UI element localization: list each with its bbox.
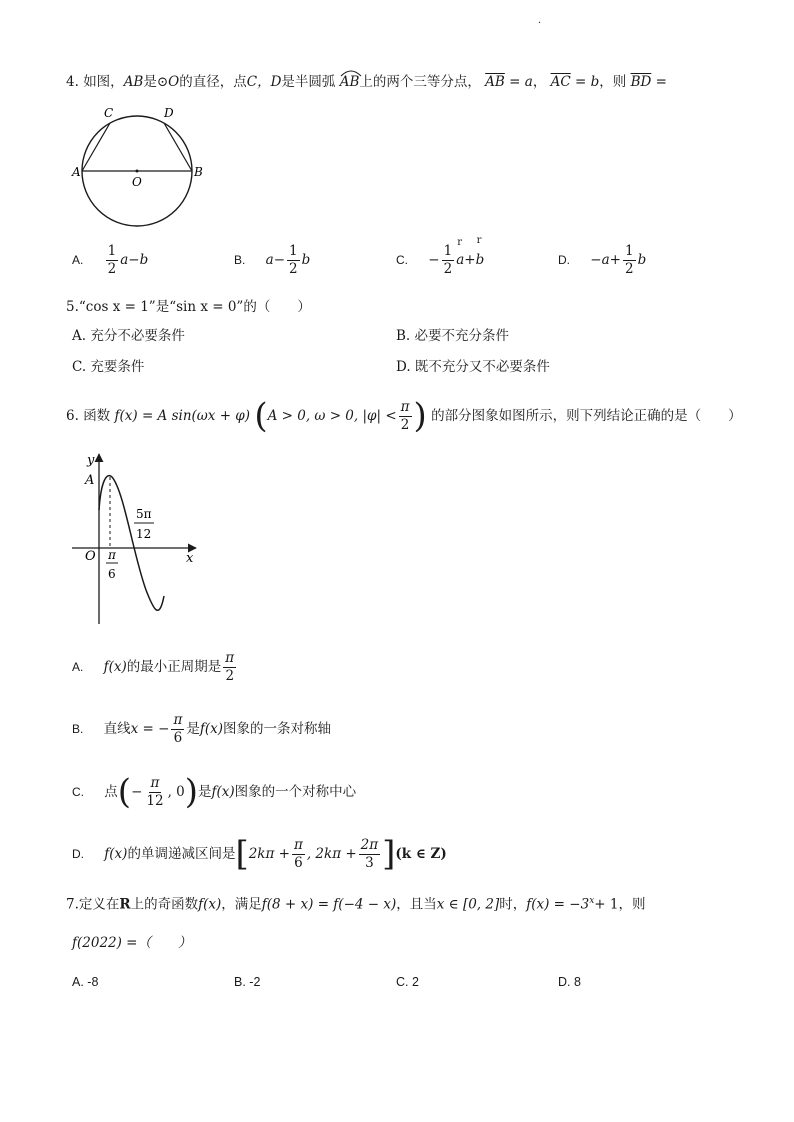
q7-text: ，满足 (221, 896, 262, 913)
label-d: D (164, 106, 174, 120)
q4-option-b[interactable] (234, 244, 310, 277)
minus: − (273, 251, 286, 268)
den: 6 (294, 854, 303, 871)
circle-symbol: ⊙ (156, 74, 169, 90)
interval-right: , 2kπ + (306, 845, 357, 862)
q7-option-d[interactable]: D. 8 (558, 975, 581, 989)
paren-close: ) (413, 395, 427, 436)
q7-ask: f(2022) =（ ） (72, 935, 192, 951)
q6-option-a[interactable] (72, 651, 238, 684)
q7-option-c[interactable]: C. 2 (396, 975, 419, 989)
vec-r-mark: r (457, 236, 462, 248)
option-label: B. (234, 252, 246, 267)
bracket-open: [ (235, 833, 249, 874)
q6-condition: A > 0, ω > 0, |φ| < (267, 407, 397, 424)
vec-r-mark: r (476, 234, 482, 246)
q4-text: 如图， (83, 74, 124, 90)
q5-number: 5. (66, 299, 79, 315)
tick-12: 12 (136, 527, 152, 541)
den: 2 (289, 260, 298, 277)
num: 1 (443, 243, 453, 259)
option-label: D. (72, 846, 84, 861)
minus: − (131, 783, 143, 800)
q4-text: ， (532, 74, 547, 90)
num: π (293, 837, 303, 853)
option-text: 点 (104, 783, 118, 800)
vec-a: a (524, 74, 533, 90)
num: 1 (107, 243, 117, 259)
vec-b: b (301, 251, 311, 268)
q7-text: 时， (499, 896, 527, 913)
fx: f(x) (198, 896, 222, 913)
axis-label-y: y (87, 453, 95, 468)
q7-number: 7. (66, 896, 79, 913)
num: π (150, 775, 160, 791)
option-label: C. (396, 252, 408, 267)
option-text: 的单调递减区间是 (127, 845, 236, 862)
num: 1 (624, 243, 634, 259)
plus: + (609, 251, 621, 268)
q7-text: ，则 (618, 896, 646, 913)
q4-cd: C，D (246, 74, 282, 90)
q4-text: 是半圆弧 (281, 74, 336, 90)
label-o: O (132, 175, 142, 189)
q5-stem (66, 301, 311, 315)
label-b: B (194, 165, 203, 179)
k-in-z: (k ∈ Z) (395, 845, 447, 862)
vec-a: a (265, 251, 274, 268)
plus: + (464, 251, 476, 268)
den: 2 (624, 260, 634, 277)
option-label: C. (72, 784, 84, 799)
q4-circle-figure (66, 102, 216, 234)
q6-number: 6. (66, 407, 79, 424)
q4-text: ，则 (599, 74, 627, 90)
tick-5pi: 5π (136, 507, 152, 521)
q4-text: 是 (143, 74, 157, 90)
exponent: x (589, 896, 595, 906)
tick-pi: π (108, 548, 116, 562)
q5-option-a[interactable]: A. 充分不必要条件 (72, 328, 185, 344)
den: 2 (443, 260, 453, 277)
q7-def: + 1 (594, 896, 619, 913)
q7-relation: f(8 + x) = f(−4 − x) (261, 896, 397, 913)
den: 6 (173, 729, 183, 746)
label-a: A (72, 165, 81, 179)
num: 2π (360, 837, 379, 853)
q7-domain: x ∈ [0, 2] (436, 896, 500, 913)
coord-zero: , 0 (167, 783, 185, 800)
q6-text: 函数 (83, 407, 111, 424)
real-set: R (119, 896, 131, 913)
sine-curve (99, 476, 164, 611)
eq: = (575, 74, 587, 90)
option-text: 的最小正周期是 (126, 658, 222, 675)
option-label: D. (558, 252, 570, 267)
chord-ac (82, 123, 110, 171)
vec-b-wrap (475, 234, 485, 268)
den: 12 (146, 792, 164, 809)
q4-o: O (168, 74, 180, 90)
q6-option-d[interactable] (72, 833, 447, 874)
vec-a: a (120, 251, 129, 268)
minus: − (128, 251, 140, 268)
option-label: B. (72, 721, 84, 736)
bracket-close: ] (382, 833, 396, 874)
q7-text: ，且当 (396, 896, 437, 913)
q4-text: 的直径，点 (179, 74, 247, 90)
num: 1 (289, 243, 298, 259)
vec-b: b (590, 74, 600, 90)
vec-ac: $\overline{AC}$ (550, 74, 571, 90)
axis-label-x: x (186, 551, 194, 566)
vec-ab: $\overline{AB}$ (485, 74, 505, 90)
q5-option-c[interactable]: C. 充要条件 (72, 359, 145, 375)
label-origin: O (85, 549, 96, 564)
num: π (173, 712, 183, 728)
arc-mark-icon (340, 69, 362, 77)
den: 2 (107, 260, 117, 277)
q7-def: f(x) = −3 (526, 896, 590, 913)
option-label: A. (72, 659, 84, 674)
q6-graph (66, 446, 206, 630)
vec-a: a (456, 251, 465, 268)
q4-option-d[interactable] (558, 244, 646, 277)
q7-text: 上的奇函数 (130, 896, 199, 913)
label-amplitude: A (85, 473, 95, 488)
fx: f(x) (103, 658, 127, 675)
den: 3 (365, 854, 374, 871)
option-text: 是 (186, 720, 200, 737)
q7-text: 定义在 (78, 896, 120, 913)
tick-6: 6 (108, 567, 116, 581)
fx: f(x) (114, 407, 138, 424)
vec-b: b (637, 251, 647, 268)
den: 2 (225, 667, 235, 684)
q6-text: 的部分图象如图所示，则下列结论正确的是（ ） (431, 407, 742, 424)
option-text: 是 (198, 783, 212, 800)
fx: f(x) (199, 720, 223, 737)
q6-stem (66, 395, 742, 436)
q7-option-a[interactable]: A. -8 (72, 975, 99, 989)
arc-ab-label: AB (339, 74, 360, 90)
paren-open: ( (254, 395, 268, 436)
vec-bd: $\overline{BD}$ (630, 74, 652, 90)
q4-stem (66, 76, 667, 90)
num: π (225, 650, 235, 666)
vec-b: b (139, 251, 149, 268)
num: π (400, 399, 410, 415)
label-c: C (104, 106, 114, 120)
chord-bd (164, 123, 192, 171)
q4-number: 4. (66, 74, 79, 90)
q4-option-c[interactable] (396, 234, 485, 277)
q5-text: “cos x = 1”是“sin x = 0”的（ ） (78, 299, 311, 315)
arc-ab (340, 76, 360, 90)
eq: = (655, 74, 667, 90)
option-text: 图象的一个对称中心 (234, 783, 357, 800)
neg-vec-a: −a (590, 251, 610, 268)
vec-a-wrap (456, 236, 465, 268)
q7-stem-line2 (72, 937, 192, 951)
paren-open: ( (117, 771, 132, 812)
corner-dot: . (538, 15, 542, 26)
q7-option-b[interactable]: B. -2 (234, 975, 261, 989)
den: 2 (400, 416, 410, 433)
option-text: 图象的一条对称轴 (223, 720, 331, 737)
option-text: 直线 (103, 720, 131, 737)
q7-stem-line1 (66, 897, 645, 912)
paren-close: ) (184, 771, 198, 812)
q6-option-b[interactable] (72, 713, 331, 746)
option-label: A. (72, 252, 84, 267)
q6-option-c[interactable] (72, 771, 357, 812)
q4-ab: AB (123, 74, 144, 90)
q4-text: 上的两个三等分点， (359, 74, 481, 90)
minus: − (428, 251, 440, 268)
q5-option-b[interactable]: B. 必要不充分条件 (396, 328, 510, 344)
eq: = (509, 74, 521, 90)
fx: f(x) (104, 845, 128, 862)
vec-b: b (475, 251, 485, 268)
q5-option-d[interactable]: D. 既不充分又不必要条件 (396, 359, 550, 375)
fx: f(x) (211, 783, 235, 800)
q4-option-a[interactable] (72, 244, 148, 277)
center-point (136, 170, 139, 173)
interval-left: 2kπ + (248, 845, 290, 862)
q6-equation: = A sin(ωx + φ) (141, 407, 251, 424)
option-eq: x = − (130, 720, 170, 737)
